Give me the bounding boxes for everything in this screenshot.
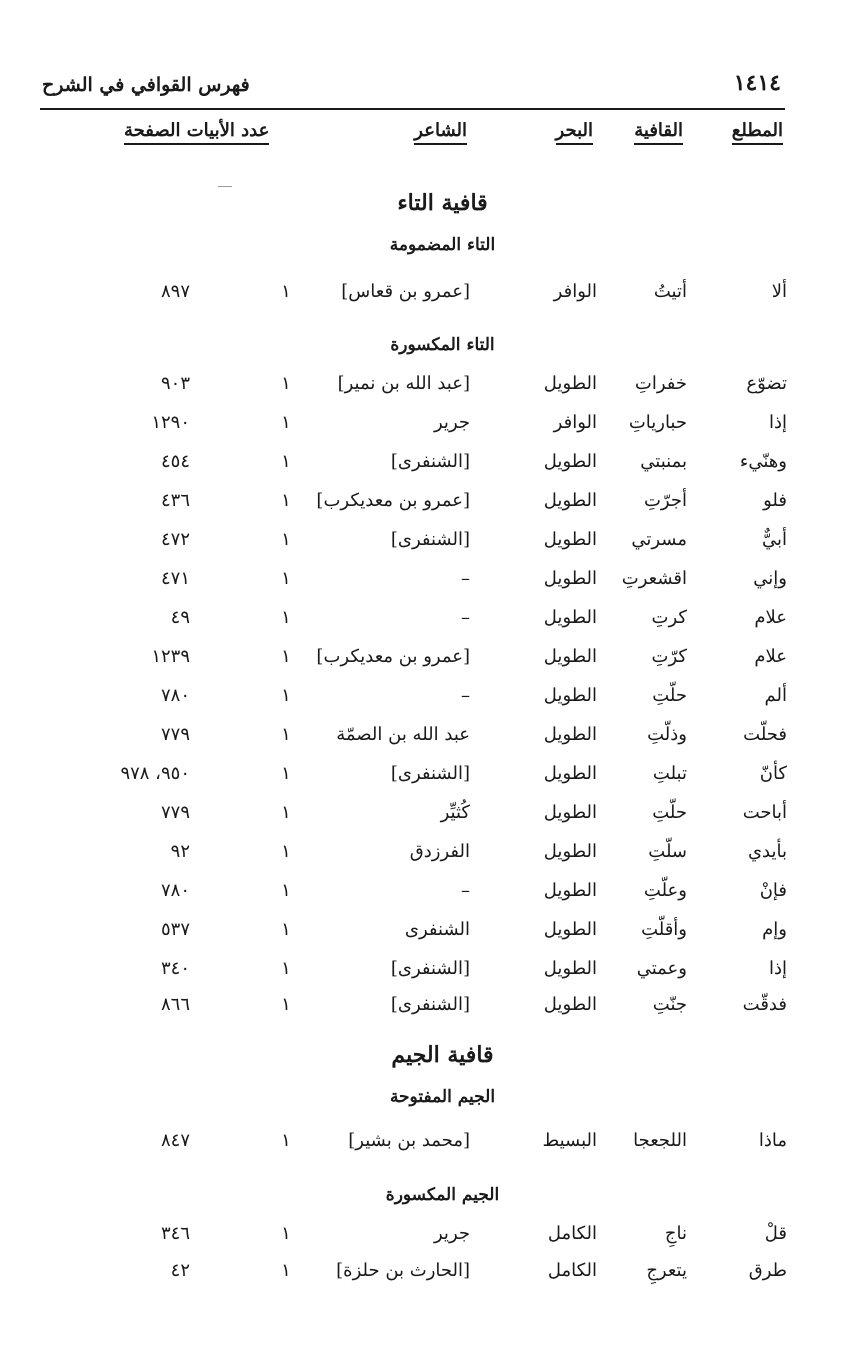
page-cell: ٤٢ [170, 1260, 190, 1281]
index-row [0, 281, 855, 311]
count-cell: ١ [281, 1223, 291, 1244]
bahr-cell: الطويل [543, 880, 597, 901]
page-cell: ١٢٣٩ [151, 646, 190, 667]
index-row [0, 958, 855, 988]
column-header-shaer: الشاعر [414, 120, 467, 145]
matla-cell: فدقّت [742, 994, 787, 1015]
matla-cell: أباحت [742, 802, 787, 823]
bahr-cell: الطويل [543, 568, 597, 589]
qafia-cell: كرتِ [651, 607, 687, 628]
matla-cell: ماذا [758, 1130, 787, 1151]
subsection-title: الجيم المفتوحة [389, 1087, 496, 1107]
page-cell: ١٢٩٠ [151, 412, 190, 433]
index-row [0, 880, 855, 910]
page-cell: ٤٧٢ [160, 529, 190, 550]
page-cell: ٤٥٤ [160, 451, 190, 472]
matla-cell: فحلّت [743, 724, 787, 745]
count-cell: ١ [281, 919, 291, 940]
page-number: ١٤١٤ [733, 70, 781, 96]
count-cell: ١ [281, 724, 291, 745]
page-cell: ٧٨٠ [160, 880, 190, 901]
matla-cell: كأنّ [759, 763, 787, 784]
matla-cell: إذا [768, 958, 787, 979]
count-cell: ١ [281, 994, 291, 1015]
bahr-cell: الطويل [543, 763, 597, 784]
bahr-cell: الطويل [543, 802, 597, 823]
count-cell: ١ [281, 763, 291, 784]
bahr-cell: البسيط [542, 1130, 597, 1151]
matla-cell: تضوّع [746, 373, 787, 394]
shaer-cell: [الشنفرى] [390, 958, 470, 979]
bahr-cell: الطويل [543, 451, 597, 472]
count-cell: ١ [281, 802, 291, 823]
page-cell: ٣٤٦ [160, 1223, 190, 1244]
qafia-cell: كرّتِ [651, 646, 687, 667]
bahr-cell: الطويل [543, 919, 597, 940]
index-row [0, 490, 855, 520]
matla-cell: وإني [753, 568, 787, 589]
bahr-cell: الطويل [543, 958, 597, 979]
qafia-cell: حبارياتِ [628, 412, 687, 433]
index-row [0, 607, 855, 637]
running-title: فهرس القوافي في الشرح [42, 74, 250, 96]
column-header-qafia: القافية [634, 120, 683, 145]
matla-cell: بأيدي [747, 841, 787, 862]
index-row [0, 763, 855, 793]
count-cell: ١ [281, 490, 291, 511]
index-row [0, 1260, 855, 1290]
qafia-cell: وأقلّتِ [641, 919, 687, 940]
qafia-cell: سلّتِ [648, 841, 687, 862]
shaer-cell: [محمد بن بشير] [348, 1130, 470, 1151]
shaer-cell: [الحارث بن حلزة] [336, 1260, 470, 1281]
shaer-cell: [عبد الله بن نمير] [337, 373, 470, 394]
qafia-cell: وعمتي [636, 958, 687, 979]
count-cell: ١ [281, 841, 291, 862]
count-cell: ١ [281, 1260, 291, 1281]
count-cell: ١ [281, 412, 291, 433]
shaer-cell: جرير [434, 412, 470, 433]
shaer-cell: الشنفرى [404, 919, 470, 940]
qafia-cell: يتعرجِ [646, 1260, 687, 1281]
qafia-cell: خفراتِ [634, 373, 687, 394]
qafia-cell: جنّتِ [652, 994, 687, 1015]
matla-cell: ألا [771, 281, 787, 302]
page-cell: ٥٣٧ [160, 919, 190, 940]
qafia-cell: وذلّتِ [647, 724, 687, 745]
count-cell: ١ [281, 281, 291, 302]
index-row [0, 412, 855, 442]
count-cell: ١ [281, 529, 291, 550]
index-row [0, 373, 855, 403]
count-cell: ١ [281, 373, 291, 394]
qafia-cell: اقشعرتِ [621, 568, 687, 589]
page-header [40, 70, 785, 110]
page-cell: ٨٩٧ [160, 281, 190, 302]
count-cell: ١ [281, 1130, 291, 1151]
bahr-cell: الطويل [543, 994, 597, 1015]
bahr-cell: الطويل [543, 685, 597, 706]
page-cell: ٣٤٠ [160, 958, 190, 979]
page-cell: ٤٧١ [160, 568, 190, 589]
count-cell: ١ [281, 958, 291, 979]
bahr-cell: الطويل [543, 724, 597, 745]
matla-cell: إذا [768, 412, 787, 433]
shaer-cell: الفرزدق [409, 841, 470, 862]
bahr-cell: الطويل [543, 529, 597, 550]
matla-cell: علام [754, 646, 787, 667]
matla-cell: طرق [748, 1260, 787, 1281]
section-title: قافية الجيم [391, 1042, 494, 1068]
index-row [0, 451, 855, 481]
index-row [0, 994, 855, 1024]
count-cell: ١ [281, 880, 291, 901]
shaer-cell: – [461, 568, 470, 589]
matla-cell: وإم [762, 919, 787, 940]
shaer-cell: كُثيِّر [440, 802, 470, 823]
page-cell: ٨٤٧ [160, 1130, 190, 1151]
count-cell: ١ [281, 646, 291, 667]
count-cell: ١ [281, 685, 291, 706]
shaer-cell: [عمرو بن معديكرب] [316, 646, 470, 667]
shaer-cell: [الشنفرى] [390, 763, 470, 784]
shaer-cell: [عمرو بن معديكرب] [316, 490, 470, 511]
shaer-cell: عبد الله بن الصمّة [336, 724, 470, 745]
page-cell: ٩٠٣ [160, 373, 190, 394]
subsection-title: التاء المضمومة [389, 235, 496, 255]
section-title: قافية التاء [397, 190, 488, 216]
page-cell: ٨٦٦ [160, 994, 190, 1015]
page-cell: ٤٩ [170, 607, 190, 628]
bahr-cell: الطويل [543, 841, 597, 862]
matla-cell: فإنْ [759, 880, 787, 901]
qafia-cell: أجرّتِ [643, 490, 687, 511]
count-cell: ١ [281, 568, 291, 589]
page-cell: ٧٧٩ [160, 802, 190, 823]
bahr-cell: الكامل [547, 1223, 597, 1244]
index-row [0, 919, 855, 949]
matla-cell: ألم [764, 685, 787, 706]
qafia-cell: مسرتي [631, 529, 687, 550]
qafia-cell: أتيتُ [653, 281, 687, 302]
qafia-cell: اللجعجا [633, 1130, 687, 1151]
bahr-cell: الوافر [553, 281, 597, 302]
stray-mark [218, 186, 232, 187]
matla-cell: فلو [763, 490, 787, 511]
qafia-cell: وعلّتِ [643, 880, 687, 901]
column-header-matla: المطلع [732, 120, 783, 145]
shaer-cell: – [461, 880, 470, 901]
page-cell: ٩٢ [170, 841, 190, 862]
page-cell: ٧٧٩ [160, 724, 190, 745]
page-cell: ٧٨٠ [160, 685, 190, 706]
shaer-cell: [الشنفرى] [390, 994, 470, 1015]
index-row [0, 646, 855, 676]
index-row [0, 841, 855, 871]
index-row [0, 685, 855, 715]
count-cell: ١ [281, 451, 291, 472]
bahr-cell: الوافر [553, 412, 597, 433]
column-header-count-page: عدد الأبيات الصفحة [124, 120, 269, 145]
qafia-cell: حلّتِ [652, 802, 687, 823]
index-row [0, 1223, 855, 1253]
shaer-cell: [عمرو بن قعاس] [341, 281, 470, 302]
index-row [0, 529, 855, 559]
subsection-title: التاء المكسورة [390, 335, 495, 355]
matla-cell: قلْ [764, 1223, 787, 1244]
bahr-cell: الطويل [543, 607, 597, 628]
bahr-cell: الكامل [547, 1260, 597, 1281]
qafia-cell: ناجِ [664, 1223, 687, 1244]
shaer-cell: جرير [434, 1223, 470, 1244]
bahr-cell: الطويل [543, 490, 597, 511]
page-cell: ٤٣٦ [160, 490, 190, 511]
bahr-cell: الطويل [543, 646, 597, 667]
shaer-cell: – [461, 685, 470, 706]
bahr-cell: الطويل [543, 373, 597, 394]
column-header-bahr: البحر [556, 120, 593, 145]
matla-cell: أبيٌّ [761, 529, 787, 550]
shaer-cell: [الشنفرى] [390, 529, 470, 550]
index-row [0, 568, 855, 598]
count-cell: ١ [281, 607, 291, 628]
matla-cell: وهنّيء [739, 451, 787, 472]
index-row [0, 802, 855, 832]
qafia-cell: بمنبتي [640, 451, 687, 472]
page-cell: ٩٥٠، ٩٧٨ [120, 763, 190, 784]
index-row [0, 1130, 855, 1160]
shaer-cell: [الشنفرى] [390, 451, 470, 472]
subsection-title: الجيم المكسورة [385, 1185, 500, 1205]
qafia-cell: حلّتِ [652, 685, 687, 706]
matla-cell: علام [754, 607, 787, 628]
qafia-cell: تبلتِ [652, 763, 687, 784]
index-row [0, 724, 855, 754]
shaer-cell: – [461, 607, 470, 628]
